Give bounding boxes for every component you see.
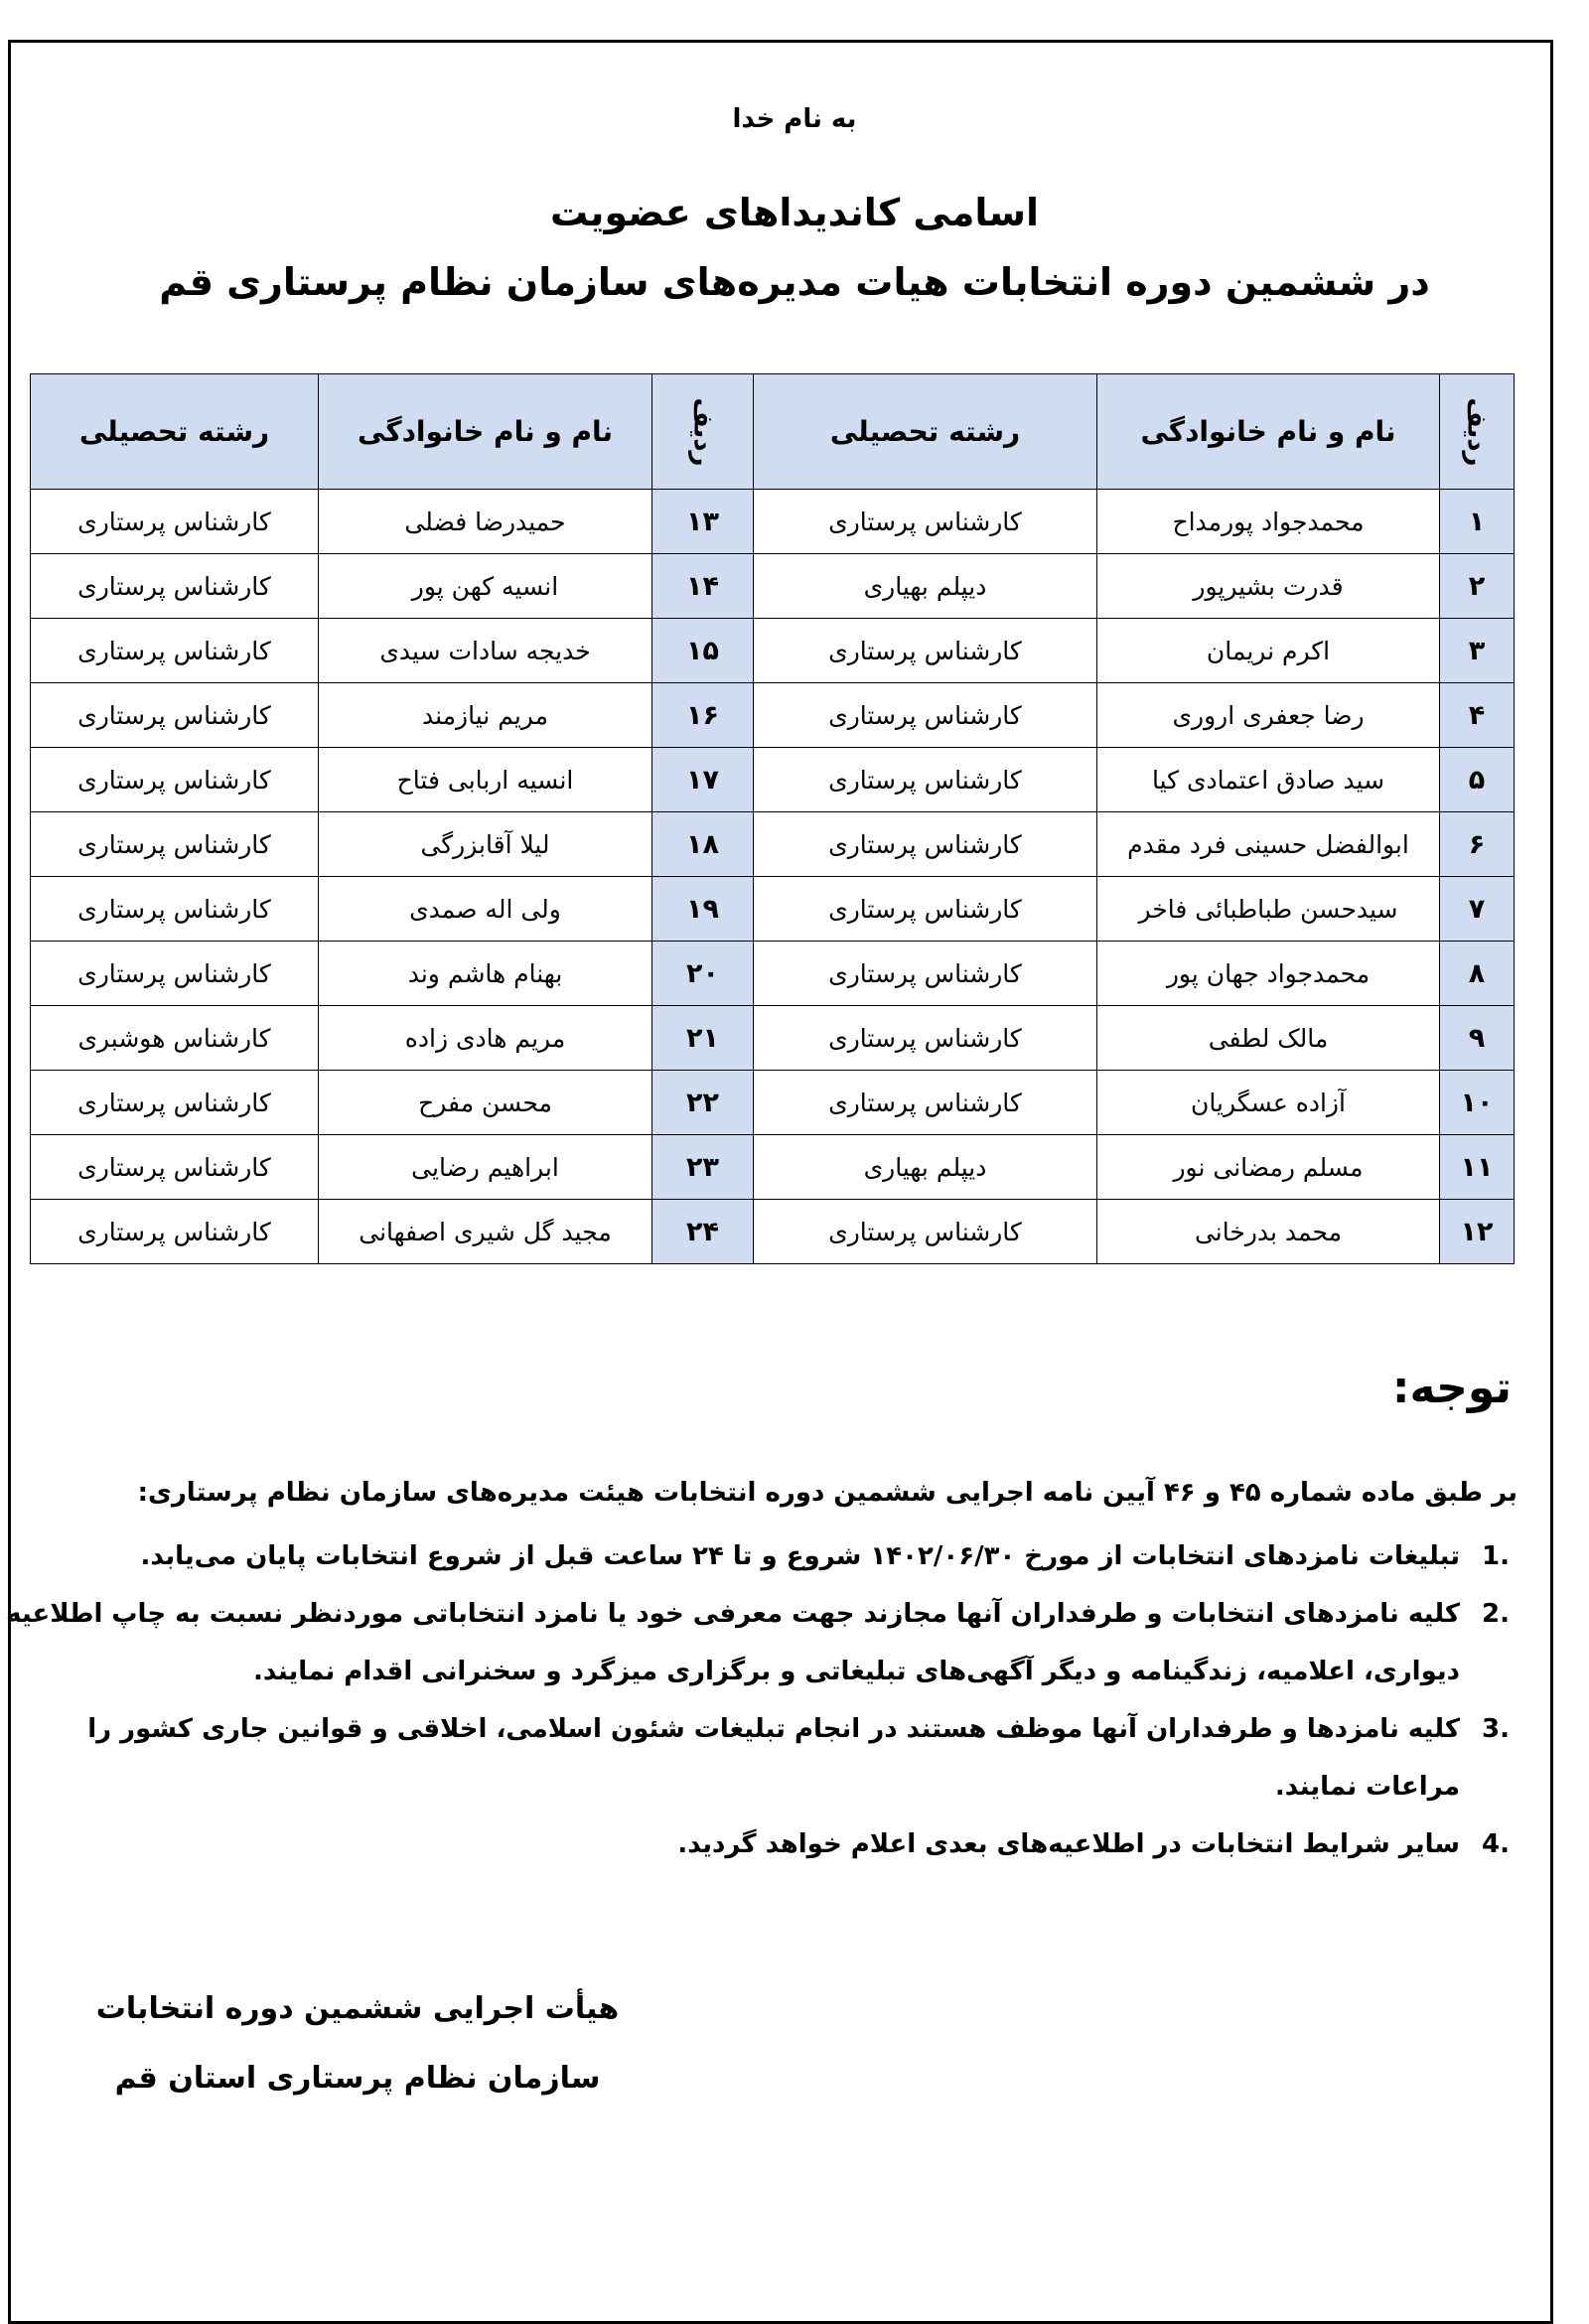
table-row (31, 1071, 1515, 1135)
row-index: ۷ (1440, 877, 1515, 942)
candidate-name: ولی اله صمدی (319, 877, 652, 942)
candidate-name: مریم هادی زاده (319, 1006, 652, 1071)
row-index: ۶ (1440, 812, 1515, 877)
signature-line-1: هیأت اجرایی ششمین دوره انتخابات (95, 1991, 620, 2026)
candidate-name: آزاده عسگریان (1097, 1071, 1440, 1135)
candidate-field: دیپلم بهیاری (754, 1135, 1097, 1200)
candidate-field: کارشناس پرستاری (31, 1200, 319, 1264)
row-index: ۱۴ (652, 554, 754, 619)
row-index: ۴ (1440, 683, 1515, 748)
candidate-name: خدیجه سادات سیدی (319, 619, 652, 683)
candidate-name: لیلا آقابزرگی (319, 812, 652, 877)
candidate-name: رضا جعفری اروری (1097, 683, 1440, 748)
row-index: ۱۶ (652, 683, 754, 748)
row-index: ۹ (1440, 1006, 1515, 1071)
note-number: .1 (1482, 1541, 1510, 1571)
candidate-field: کارشناس پرستاری (31, 490, 319, 554)
candidate-field: کارشناس پرستاری (31, 1135, 319, 1200)
row-index: ۱۱ (1440, 1135, 1515, 1200)
candidate-name: مسلم رمضانی نور (1097, 1135, 1440, 1200)
note-number: .2 (1482, 1599, 1510, 1629)
candidate-field: کارشناس پرستاری (754, 1200, 1097, 1264)
notes-title: توجه: (1391, 1363, 1512, 1413)
candidate-name: محمدجواد جهان پور (1097, 942, 1440, 1006)
row-index: ۳ (1440, 619, 1515, 683)
candidate-field: کارشناس پرستاری (754, 942, 1097, 1006)
table-row (31, 1135, 1515, 1200)
table-row (31, 683, 1515, 748)
candidate-name: سیدحسن طباطبائی فاخر (1097, 877, 1440, 942)
candidate-name: محسن مفرح (319, 1071, 652, 1135)
candidate-name: قدرت بشیرپور (1097, 554, 1440, 619)
candidate-name: مریم نیازمند (319, 683, 652, 748)
candidate-field: کارشناس پرستاری (754, 1006, 1097, 1071)
row-index: ۱۲ (1440, 1200, 1515, 1264)
row-index: ۱۷ (652, 748, 754, 812)
row-index: ۱۰ (1440, 1071, 1515, 1135)
table-row (31, 942, 1515, 1006)
candidate-field: کارشناس پرستاری (754, 1071, 1097, 1135)
candidate-field: کارشناس هوشبری (31, 1006, 319, 1071)
row-index: ۱۸ (652, 812, 754, 877)
notes-intro: بر طبق ماده شماره ۴۵ و ۴۶ آیین نامه اجرایی ششمین دوره انتخابات هیئت مدیره‌های سازمان نظام پرستاری: (137, 1478, 1517, 1508)
note-number: .3 (1482, 1714, 1510, 1744)
candidate-field: دیپلم بهیاری (754, 554, 1097, 619)
note-text: کلیه نامزدهای انتخابات و طرفداران آنها مجازند جهت معرفی خود یا نامزد انتخاباتی موردنظر نسبت به چاپ اطلاعیه دیواری، اعلامیه، زندگینامه و دیگر آگهی‌های تبلیغاتی و برگزاری میزگرد و سخنرانی اقدام نمایند. (6, 1599, 1460, 1686)
row-index: ۲۴ (652, 1200, 754, 1264)
candidates-table (30, 373, 1515, 1264)
table-row (31, 877, 1515, 942)
note-text: کلیه نامزدها و طرفداران آنها موظف هستند در انجام تبلیغات شئون اسلامی، اخلاقی و قوانین جاری کشور را مراعات نمایند. (87, 1714, 1460, 1802)
note-item (0, 1816, 1510, 1873)
candidate-name: محمد بدرخانی (1097, 1200, 1440, 1264)
candidate-name: انسیه اربابی فتاح (319, 748, 652, 812)
row-index: ۲۱ (652, 1006, 754, 1071)
candidate-name: مجید گل شیری اصفهانی (319, 1200, 652, 1264)
note-item (0, 1585, 1510, 1700)
candidate-field: کارشناس پرستاری (754, 619, 1097, 683)
notes-list (0, 1527, 1517, 1873)
header-index-2: ردیف (652, 374, 754, 490)
table-row (31, 1006, 1515, 1071)
candidate-name: حمیدرضا فضلی (319, 490, 652, 554)
table-row (31, 619, 1515, 683)
candidate-name: انسیه کهن پور (319, 554, 652, 619)
candidate-name: مالک لطفی (1097, 1006, 1440, 1071)
note-text: سایر شرایط انتخابات در اطلاعیه‌های بعدی اعلام خواهد گردید. (677, 1829, 1460, 1859)
table-row (31, 490, 1515, 554)
candidate-field: کارشناس پرستاری (31, 1071, 319, 1135)
candidate-field: کارشناس پرستاری (754, 683, 1097, 748)
table-row (31, 748, 1515, 812)
table-row (31, 812, 1515, 877)
bismillah-heading: به نام خدا (732, 104, 857, 134)
candidate-field: کارشناس پرستاری (754, 877, 1097, 942)
signature-line-2: سازمان نظام پرستاری استان قم (114, 2061, 601, 2096)
header-index-1: ردیف (1440, 374, 1515, 490)
row-index: ۱ (1440, 490, 1515, 554)
candidate-name: اکرم نریمان (1097, 619, 1440, 683)
row-index: ۵ (1440, 748, 1515, 812)
row-index: ۲ (1440, 554, 1515, 619)
candidate-field: کارشناس پرستاری (31, 812, 319, 877)
candidate-field: کارشناس پرستاری (31, 554, 319, 619)
candidate-name: محمدجواد پورمداح (1097, 490, 1440, 554)
candidate-field: کارشناس پرستاری (754, 812, 1097, 877)
row-index: ۸ (1440, 942, 1515, 1006)
table-row (31, 554, 1515, 619)
row-index: ۱۳ (652, 490, 754, 554)
header-field-2: رشته تحصیلی (31, 374, 319, 490)
row-index: ۲۳ (652, 1135, 754, 1200)
header-name-1: نام و نام خانوادگی (1097, 374, 1440, 490)
candidate-field: کارشناس پرستاری (754, 490, 1097, 554)
row-index: ۲۰ (652, 942, 754, 1006)
note-item (0, 1527, 1510, 1585)
candidate-field: کارشناس پرستاری (31, 748, 319, 812)
table-row (31, 1200, 1515, 1264)
document-title: اسامی کاندیداهای عضویت (549, 191, 1040, 234)
header-field-1: رشته تحصیلی (754, 374, 1097, 490)
note-number: .4 (1482, 1829, 1510, 1859)
table-header-row (31, 374, 1515, 490)
header-name-2: نام و نام خانوادگی (319, 374, 652, 490)
candidate-name: ابراهیم رضایی (319, 1135, 652, 1200)
candidate-field: کارشناس پرستاری (31, 942, 319, 1006)
note-text: تبلیغات نامزدهای انتخابات از مورخ ۱۴۰۲/۰۶/۳۰ شروع و تا ۲۴ ساعت قبل از شروع انتخابات پایان می‌یابد. (140, 1541, 1460, 1571)
candidate-field: کارشناس پرستاری (754, 748, 1097, 812)
row-index: ۱۹ (652, 877, 754, 942)
document-subtitle: در ششمین دوره انتخابات هیات مدیره‌های سازمان نظام پرستاری قم (159, 260, 1430, 304)
candidate-field: کارشناس پرستاری (31, 877, 319, 942)
row-index: ۲۲ (652, 1071, 754, 1135)
candidate-name: ابوالفضل حسینی فرد مقدم (1097, 812, 1440, 877)
candidate-field: کارشناس پرستاری (31, 683, 319, 748)
candidate-name: بهنام هاشم وند (319, 942, 652, 1006)
row-index: ۱۵ (652, 619, 754, 683)
note-item (0, 1700, 1510, 1816)
candidate-name: سید صادق اعتمادی کیا (1097, 748, 1440, 812)
candidate-field: کارشناس پرستاری (31, 619, 319, 683)
